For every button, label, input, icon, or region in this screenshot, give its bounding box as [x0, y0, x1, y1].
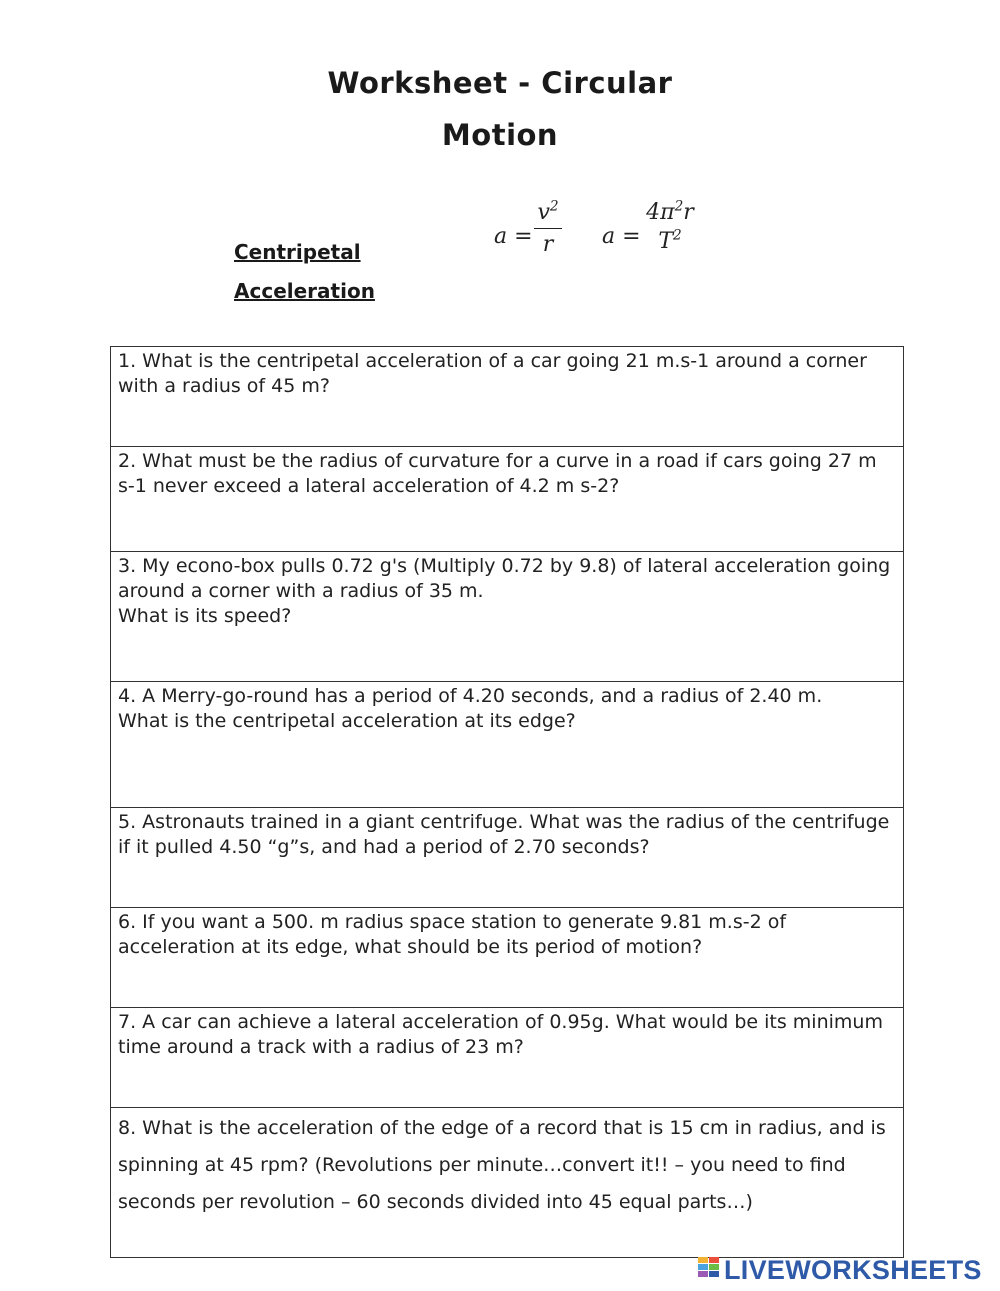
- question-cell[interactable]: [111, 808, 904, 908]
- question-8-text: 8. What is the acceleration of the edge of a record that is 15 cm in radius, and is spinning at 45 rpm? (Revolutions per minute…convert it!! – you need to find seconds per revolution – 60 seconds divided into 45 equal parts…): [118, 1117, 886, 1213]
- formula-velocity-lhs: a =: [494, 224, 533, 249]
- question-4-text: 4. A Merry-go-round has a period of 4.20 seconds, and a radius of 2.40 m. What is the centripetal acceleration at its edge?: [118, 685, 823, 732]
- question-cell[interactable]: [111, 447, 904, 552]
- formula-velocity-denominator: r: [542, 232, 554, 257]
- formula-velocity-numerator: $v^2$: [537, 198, 559, 225]
- formula-period-denominator: $T^2$: [658, 227, 682, 254]
- question-2-text: 2. What must be the radius of curvature for a curve in a road if cars going 27 m s-1 never exceed a lateral acceleration of 4.2 m s-2?: [118, 450, 877, 497]
- question-row: [111, 908, 904, 1008]
- questions-table: [110, 346, 904, 1258]
- fraction-bar: [534, 228, 562, 229]
- blocks-icon: [698, 1257, 720, 1283]
- formula-period-lhs: a =: [602, 224, 641, 249]
- question-row: [111, 447, 904, 552]
- formula-velocity: [494, 200, 574, 270]
- question-cell[interactable]: [111, 682, 904, 808]
- question-row: [111, 1008, 904, 1108]
- liveworksheets-logo: [698, 1255, 982, 1285]
- logo-text: LIVEWORKSHEETS: [724, 1254, 982, 1285]
- question-row: [111, 552, 904, 682]
- formula-period: [602, 200, 712, 270]
- question-7-text: 7. A car can achieve a lateral acceleration of 0.95g. What would be its minimum time around a track with a radius of 23 m?: [118, 1011, 883, 1058]
- question-1-text: 1. What is the centripetal acceleration of a car going 21 m.s-1 around a corner with a radius of 45 m?: [118, 350, 867, 397]
- question-cell[interactable]: [111, 908, 904, 1008]
- question-cell[interactable]: [111, 1008, 904, 1108]
- section-heading-line-2: Acceleration: [234, 279, 375, 303]
- question-6-text: 6. If you want a 500. m radius space station to generate 9.81 m.s-2 of acceleration at its edge, what should be its period of motion?: [118, 911, 787, 958]
- question-cell[interactable]: [111, 552, 904, 682]
- section-heading-line-1: Centripetal: [234, 240, 361, 264]
- worksheet-title-line-1: Worksheet - Circular: [327, 66, 673, 100]
- question-cell[interactable]: [111, 347, 904, 447]
- question-5-text: 5. Astronauts trained in a giant centrifuge. What was the radius of the centrifuge if it pulled 4.50 “g”s, and had a period of 2.70 seconds?: [118, 811, 890, 858]
- question-row: [111, 682, 904, 808]
- question-row: [111, 1108, 904, 1258]
- question-row: [111, 347, 904, 447]
- question-row: [111, 808, 904, 908]
- worksheet-title-line-2: Motion: [441, 118, 559, 152]
- question-cell[interactable]: [111, 1108, 904, 1258]
- question-3-text: 3. My econo-box pulls 0.72 g's (Multiply 0.72 by 9.8) of lateral acceleration going around a corner with a radius of 35 m. What is its speed?: [118, 555, 891, 627]
- formula-period-numerator: $4\pi^2r$: [646, 198, 694, 225]
